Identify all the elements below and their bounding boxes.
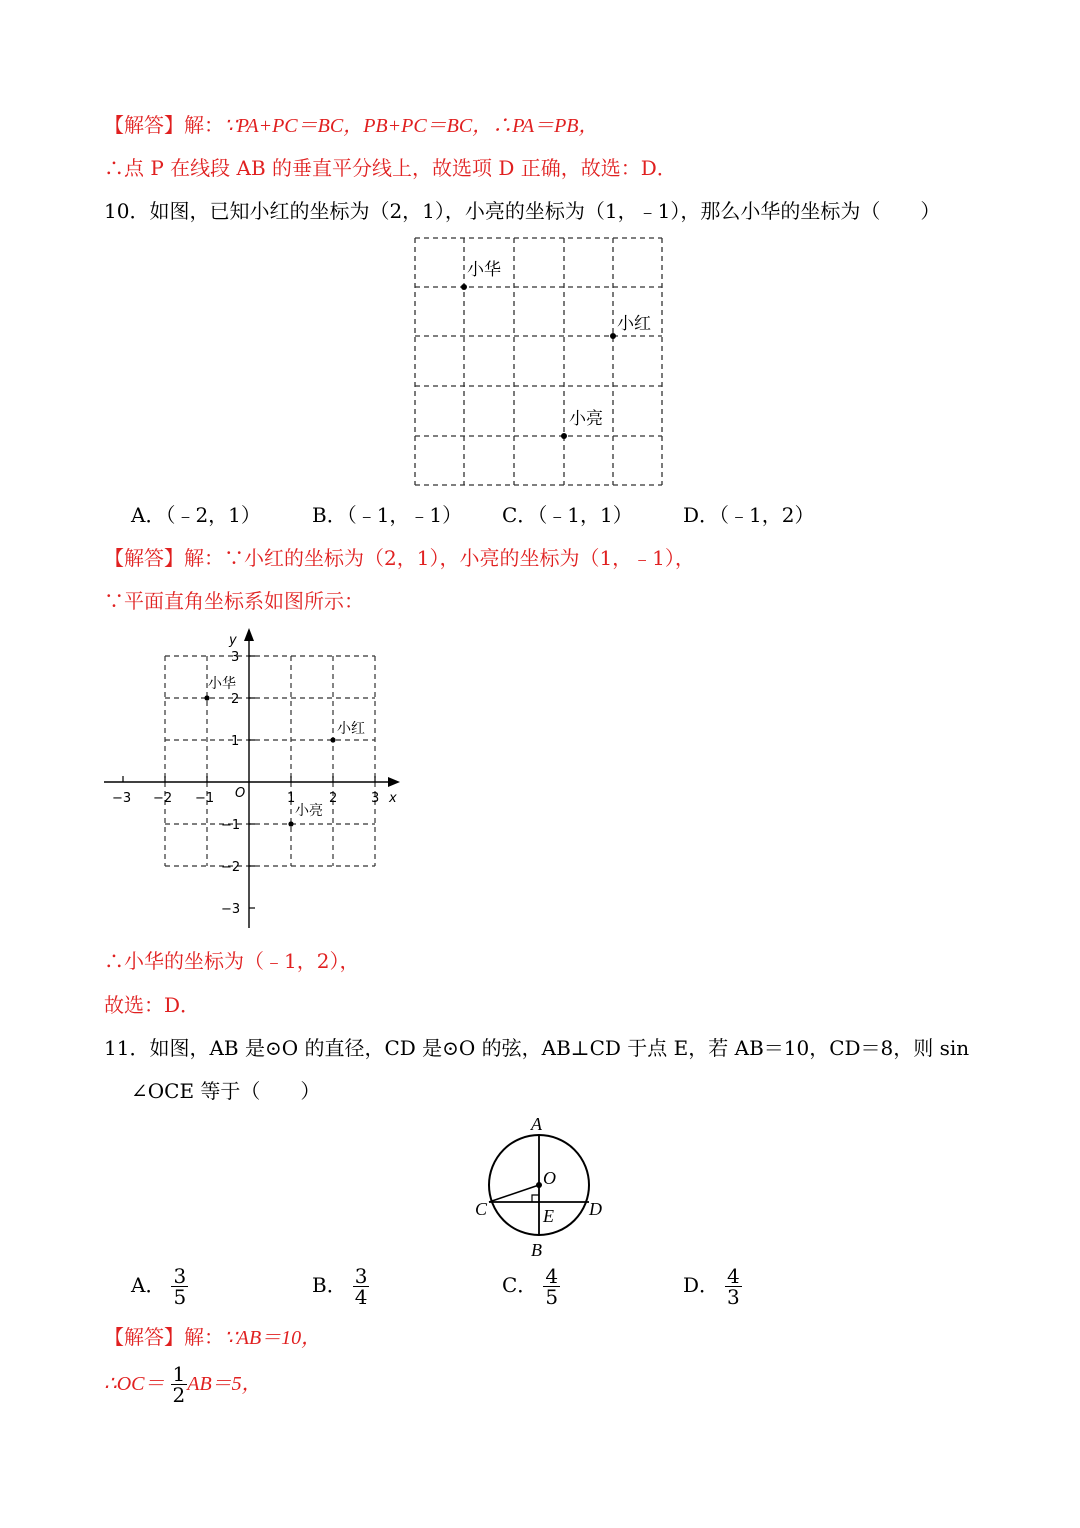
x-tick-label: 2	[329, 791, 338, 806]
q11-stem-line2: ∠OCE 等于（ ）	[131, 1079, 321, 1103]
label-xiaohua: 小华	[467, 260, 501, 280]
q10-option-a: A．（﹣2，1）	[131, 503, 261, 527]
y-tick-label: −3	[221, 902, 241, 917]
label-xiaohong: 小红	[617, 314, 651, 334]
q9-answer-text: ∵PA+PC＝BC，PB+PC＝BC，∴PA＝PB，	[224, 115, 599, 137]
q10-stem: 10．如图，已知小红的坐标为（2，1），小亮的坐标为（1，﹣1），那么小华的坐标为（ ）	[104, 199, 941, 223]
q11-answer-line2: ∴OC＝ $\frac{1}{2}$ AB＝5，	[104, 1362, 262, 1407]
q11-option-a: A． $\frac{3}{5}$	[131, 1264, 187, 1309]
x-tick-label: −3	[112, 791, 132, 806]
point-label-e: E	[543, 1206, 554, 1226]
y-axis-label: y	[229, 633, 237, 648]
y-tick-label: −1	[221, 818, 241, 833]
q10-answer-line4: 故选：D．	[104, 993, 201, 1017]
q10-option-c: C．（﹣1，1）	[502, 503, 633, 527]
q10-option-b: B．（﹣1，﹣1）	[312, 503, 463, 527]
q10-answer-line2: ∵平面直角坐标系如图所示：	[104, 589, 364, 613]
point-label-a: A	[531, 1114, 542, 1134]
answer-tag: 【解答】	[104, 113, 184, 137]
y-tick-label: 3	[231, 650, 240, 665]
y-tick-label: −2	[221, 860, 241, 875]
answer-jie: 解：	[184, 546, 224, 570]
answer-jie: 解：	[184, 113, 224, 137]
label-xiaohong: 小红	[337, 721, 365, 737]
q9-answer-line2: ∴点 P 在线段 AB 的垂直平分线上，故选项 D 正确，故选：D．	[104, 156, 677, 180]
answer-text: ∵AB＝10，	[224, 1327, 322, 1349]
x-tick-label: −2	[153, 791, 173, 806]
answer-tag: 【解答】	[104, 546, 184, 570]
q10-option-d: D．（﹣1，2）	[683, 503, 815, 527]
x-tick-label: 1	[287, 791, 296, 806]
q11-option-d: D． $\frac{4}{3}$	[683, 1264, 740, 1309]
q11-answer-line1	[104, 1324, 321, 1351]
point-label-c: C	[475, 1199, 488, 1219]
y-tick-label: 1	[231, 734, 240, 749]
x-axis-label: x	[389, 791, 397, 806]
answer-jie: 解：	[184, 1325, 224, 1349]
q11-stem-line1: 11．如图，AB 是⊙O 的直径，CD 是⊙O 的弦，AB⊥CD 于点 E，若 AB＝10，CD＝8，则 sin	[104, 1036, 970, 1060]
origin-label: O	[235, 786, 246, 801]
answer-text: ∵小红的坐标为（2，1），小亮的坐标为（1，﹣1），	[224, 546, 695, 570]
x-tick-label: −1	[195, 791, 215, 806]
y-tick-label: 2	[231, 692, 240, 707]
q10-answer-line3: ∴小华的坐标为（﹣1，2），	[104, 949, 360, 973]
q11-option-b: B． $\frac{3}{4}$	[312, 1264, 368, 1309]
point-label-b: B	[531, 1240, 542, 1260]
label-xiaoliang: 小亮	[295, 803, 323, 819]
point-label-o: O	[543, 1168, 556, 1188]
label-xiaoliang: 小亮	[569, 409, 603, 429]
answer-tag: 【解答】	[104, 1325, 184, 1349]
point-label-d: D	[589, 1199, 602, 1219]
x-tick-label: 3	[371, 791, 380, 806]
q11-option-c: C． $\frac{4}{5}$	[502, 1264, 559, 1309]
label-xiaohua: 小华	[208, 676, 236, 692]
